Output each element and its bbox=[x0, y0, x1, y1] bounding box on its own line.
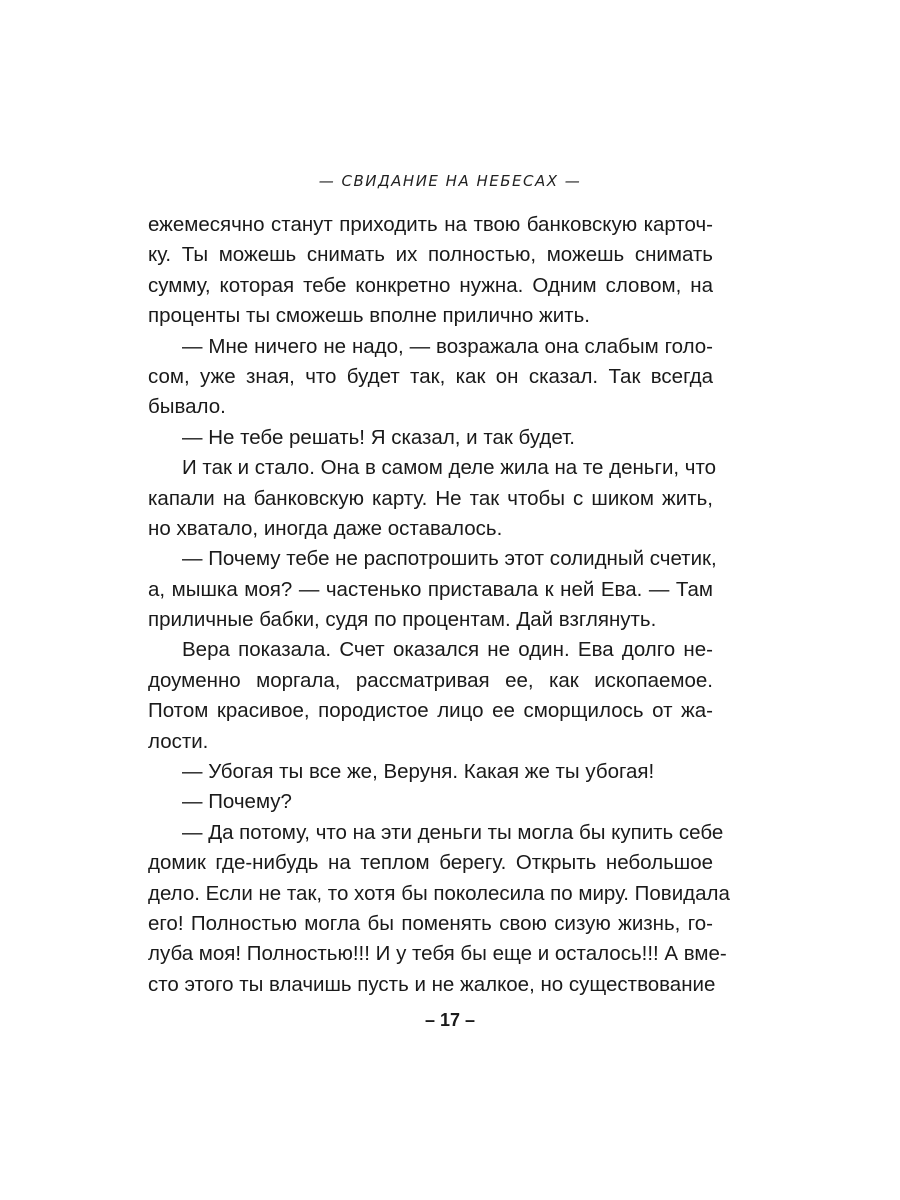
text-line: дело. Если не так, то хотя бы поколесила по миру. Повидала bbox=[148, 881, 730, 905]
page-number: – 17 – bbox=[424, 1010, 476, 1030]
text-line: доуменно моргала, рассматривая ее, как ископаемое. bbox=[148, 668, 713, 692]
text-line: — Не тебе решать! Я сказал, и так будет. bbox=[182, 425, 575, 449]
text-line: — Да потому, что на эти деньги ты могла бы купить себе bbox=[182, 820, 724, 844]
text-line: проценты ты сможешь вполне прилично жить. bbox=[148, 304, 590, 328]
text-line: капали на банковскую карту. Не так чтобы с шиком жить, bbox=[148, 486, 713, 510]
text-line: И так и стало. Она в самом деле жила на те деньги, что bbox=[182, 456, 717, 480]
text-line: — Убогая ты все же, Веруня. Какая же ты убогая! bbox=[182, 760, 655, 784]
text-line: его! Полностью могла бы поменять свою сизую жизнь, го- bbox=[148, 911, 713, 935]
text-line: сто этого ты влачишь пусть и не жалкое, но существование bbox=[148, 972, 716, 996]
text-line: лости. bbox=[148, 729, 209, 753]
text-line: — Мне ничего не надо, — возражала она слабым голо- bbox=[182, 334, 713, 358]
text-line: бывало. bbox=[148, 395, 226, 419]
text-line: приличные бабки, судя по процентам. Дай взглянуть. bbox=[148, 608, 657, 632]
text-line: а, мышка моя? — частенько приставала к ней Ева. — Там bbox=[148, 577, 713, 601]
text-line: сом, уже зная, что будет так, как он сказал. Так всегда bbox=[148, 364, 713, 388]
text-line: Вера показала. Счет оказался не один. Ева долго не- bbox=[182, 638, 713, 662]
text-line: — Почему? bbox=[182, 790, 292, 814]
text-line: — Почему тебе не распотрошить этот солидный счетик, bbox=[182, 547, 717, 571]
text-line: ку. Ты можешь снимать их полностью, можешь снимать bbox=[148, 243, 713, 267]
text-line: ежемесячно станут приходить на твою банковскую карточ- bbox=[148, 213, 713, 236]
text-line: луба моя! Полностью!!! И у тебя бы еще и осталось!!! А вме- bbox=[148, 942, 727, 966]
body-text bbox=[148, 210, 730, 1000]
text-line: сумму, которая тебе конкретно нужна. Одним словом, на bbox=[148, 273, 713, 297]
text-line: но хватало, иногда даже оставалось. bbox=[148, 516, 503, 540]
running-head: — СВИДАНИЕ НА НЕБЕСАХ — bbox=[318, 172, 582, 190]
text-line: Потом красивое, породистое лицо ее сморщилось от жа- bbox=[148, 699, 713, 723]
text-line: домик где-нибудь на теплом берегу. Открыть небольшое bbox=[148, 851, 713, 875]
